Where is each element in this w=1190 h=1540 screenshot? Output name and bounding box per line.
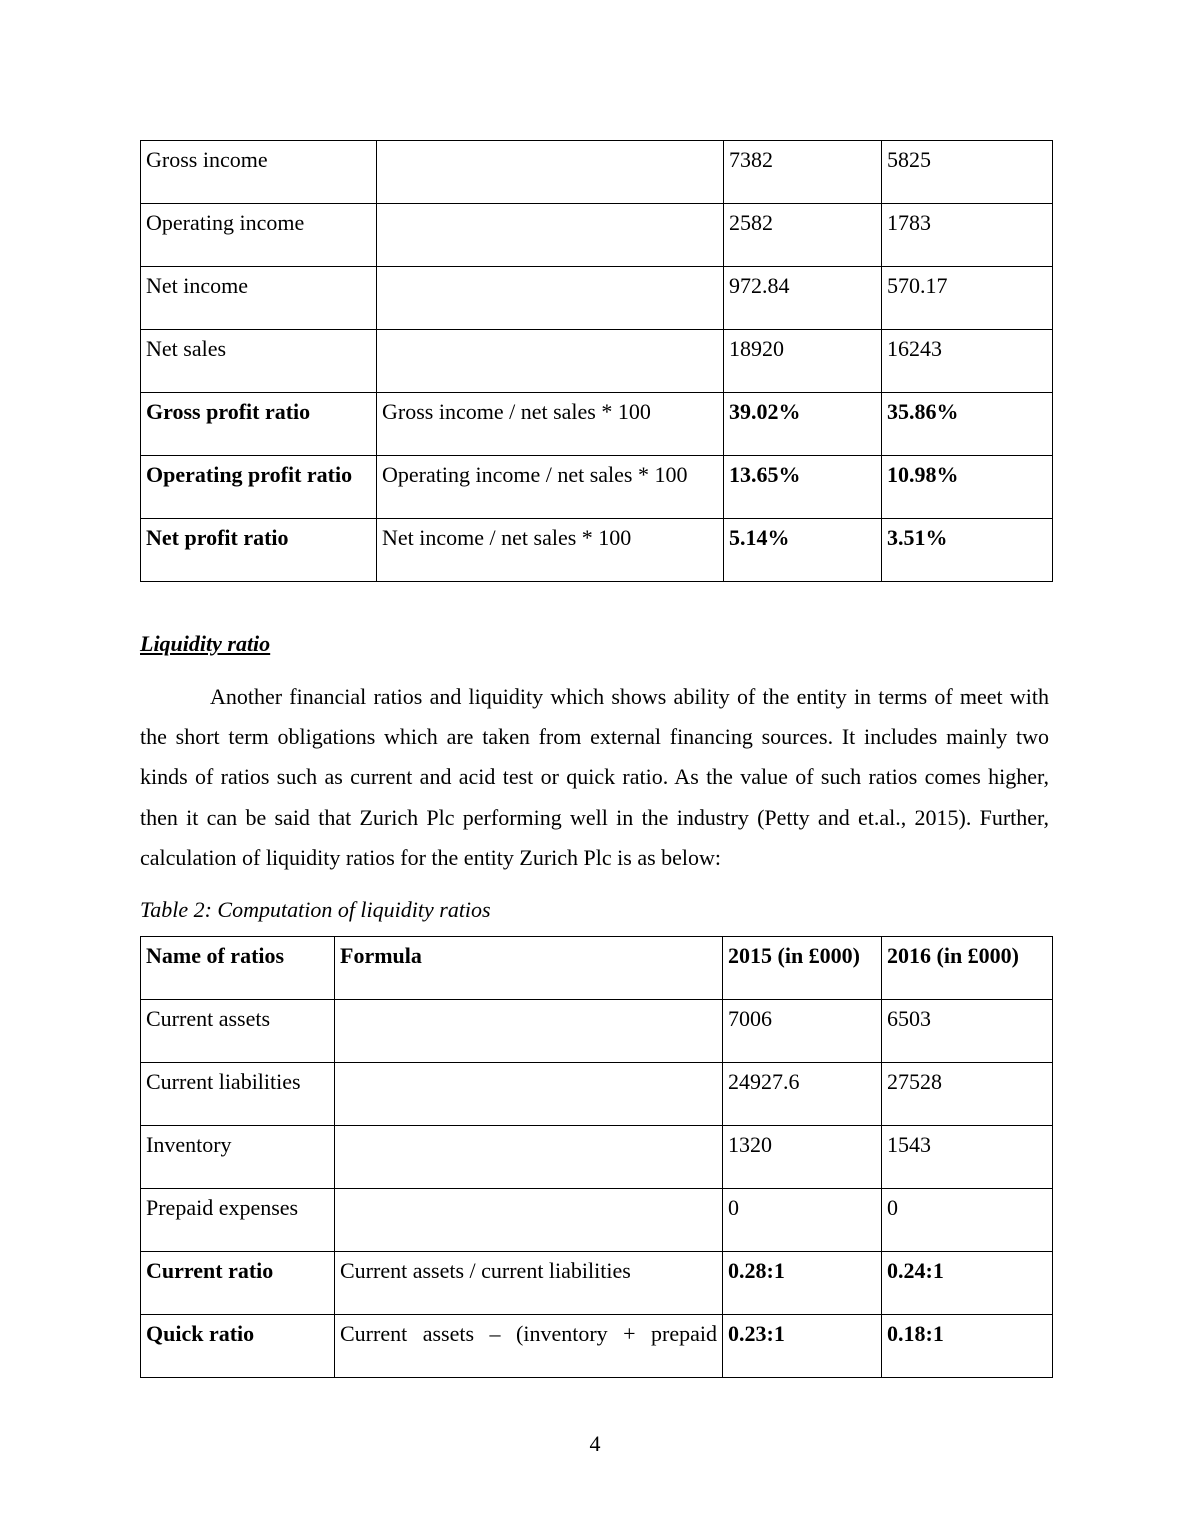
value-2016-cell: 0.18:1 [882,1315,1053,1378]
value-2016-cell: 0.24:1 [882,1252,1053,1315]
table-row [141,1063,1053,1126]
formula-cell [377,330,724,393]
page-number: 4 [589,1431,601,1456]
ratio-name-cell: Gross income [141,141,377,204]
value-2015-cell: 2582 [724,204,882,267]
profitability-ratio-table [140,140,1053,582]
table-row [141,1126,1053,1189]
column-header-formula: Formula [335,937,723,1000]
table-row [141,267,1053,330]
liquidity-ratio-table [140,936,1053,1378]
table-row [141,456,1053,519]
table-caption: Table 2: Computation of liquidity ratios [140,897,491,922]
table-row [141,1252,1053,1315]
column-header-2016: 2016 (in £000) [882,937,1053,1000]
table-row [141,204,1053,267]
value-2016-cell: 16243 [882,330,1053,393]
value-2015-cell: 24927.6 [723,1063,882,1126]
formula-cell [335,1063,723,1126]
table-row [141,1000,1053,1063]
formula-cell [377,141,724,204]
ratio-name-cell: Current liabilities [141,1063,335,1126]
value-2015-cell: 7006 [723,1000,882,1063]
table-row [141,141,1053,204]
value-2015-cell: 1320 [723,1126,882,1189]
body-paragraph: Another financial ratios and liquidity which shows ability of the entity in terms of meet with the short term obligations which are taken from external financing sources. It includes mainly two kinds of ratios such as current and acid test or quick ratio. As the value of such ratios comes higher, then it can be said that Zurich Plc performing well in the industry (Petty and et.al., 2015). Further, calculation of liquidity ratios for the entity Zurich Plc is as below: [140,684,1049,870]
table-row [141,330,1053,393]
column-header-2015: 2015 (in £000) [723,937,882,1000]
table-header-row [141,937,1053,1000]
formula-cell [377,204,724,267]
value-2015-cell: 7382 [724,141,882,204]
value-2016-cell: 3.51% [882,519,1053,582]
section-heading: Liquidity ratio [140,631,271,656]
value-2016-cell: 5825 [882,141,1053,204]
formula-cell [335,1126,723,1189]
table-row [141,1189,1053,1252]
ratio-name-cell: Quick ratio [141,1315,335,1378]
formula-cell: Operating income / net sales * 100 [377,456,724,519]
ratio-name-cell: Inventory [141,1126,335,1189]
value-2015-cell: 0.23:1 [723,1315,882,1378]
formula-cell [335,1189,723,1252]
value-2015-cell: 39.02% [724,393,882,456]
formula-cell: Gross income / net sales * 100 [377,393,724,456]
value-2016-cell: 570.17 [882,267,1053,330]
column-header-name: Name of ratios [141,937,335,1000]
value-2015-cell: 0 [723,1189,882,1252]
ratio-name-cell: Gross profit ratio [141,393,377,456]
value-2015-cell: 18920 [724,330,882,393]
formula-cell: Current assets – (inventory + prepaid [335,1315,723,1378]
formula-cell [377,267,724,330]
table-row [141,519,1053,582]
value-2016-cell: 10.98% [882,456,1053,519]
value-2016-cell: 0 [882,1189,1053,1252]
value-2016-cell: 27528 [882,1063,1053,1126]
ratio-name-cell: Net income [141,267,377,330]
formula-cell [335,1000,723,1063]
formula-cell: Current assets / current liabilities [335,1252,723,1315]
value-2015-cell: 5.14% [724,519,882,582]
ratio-name-cell: Prepaid expenses [141,1189,335,1252]
value-2016-cell: 6503 [882,1000,1053,1063]
ratio-name-cell: Operating income [141,204,377,267]
formula-cell: Net income / net sales * 100 [377,519,724,582]
ratio-name-cell: Current assets [141,1000,335,1063]
table-row [141,1315,1053,1378]
ratio-name-cell: Current ratio [141,1252,335,1315]
value-2015-cell: 0.28:1 [723,1252,882,1315]
value-2016-cell: 35.86% [882,393,1053,456]
value-2015-cell: 972.84 [724,267,882,330]
ratio-name-cell: Net profit ratio [141,519,377,582]
value-2016-cell: 1543 [882,1126,1053,1189]
value-2015-cell: 13.65% [724,456,882,519]
value-2016-cell: 1783 [882,204,1053,267]
table-row [141,393,1053,456]
ratio-name-cell: Net sales [141,330,377,393]
ratio-name-cell: Operating profit ratio [141,456,377,519]
